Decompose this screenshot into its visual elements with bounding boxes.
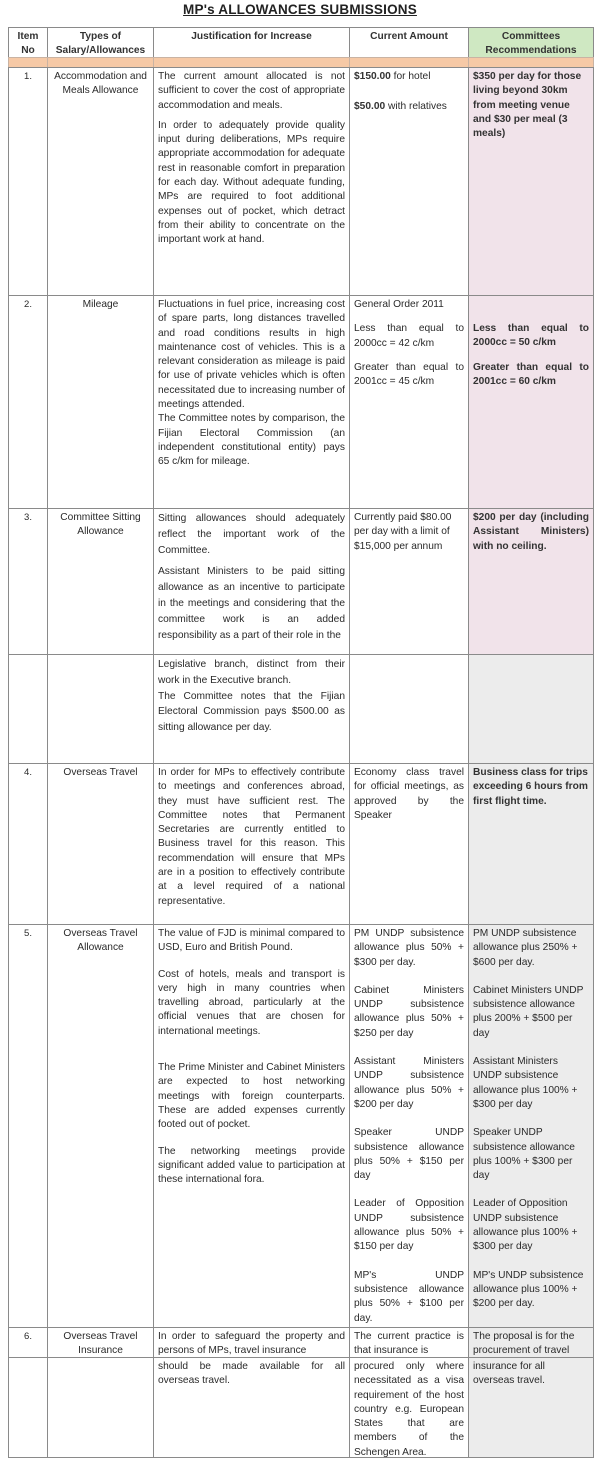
- recommendation-text: Speaker UNDP subsistence allowance plus 100% + $300 per day: [473, 1127, 575, 1182]
- amount-text: with relatives: [385, 101, 447, 113]
- recommendation: [468, 1357, 594, 1458]
- current-amount: [349, 763, 468, 924]
- justification-paragraph: Cost of hotels, meals and transport is very high in many countries when travelling abroad, particularly at the official venues that are chosen for international meetings.: [158, 968, 345, 1037]
- justification: [153, 654, 349, 763]
- current-amount: [349, 67, 468, 295]
- allowance-type: Accommodation and Meals Allowance: [47, 67, 153, 295]
- justification: [153, 1327, 349, 1357]
- current-amount-line: [354, 100, 464, 114]
- table-row: [8, 763, 594, 924]
- current-amount-line: Greater than equal to 2001cc = 45 c/km: [354, 361, 464, 388]
- recommendation-text: Less than equal to 2000cc = 50 c/km: [473, 323, 589, 349]
- current-amount-line: Less than equal to 2000cc = 42 c/km: [354, 323, 464, 349]
- table-row-continued: [8, 654, 594, 763]
- justification-paragraph: The networking meetings provide significant added value to participation at these international fora.: [158, 1145, 345, 1186]
- amount-value: $50.00: [354, 101, 386, 113]
- table-row: [8, 508, 594, 654]
- recommendation-text: Greater than equal to 2001cc = 60 c/km: [473, 361, 589, 387]
- band-cell: [468, 57, 594, 67]
- current-amount-line: Economy class travel for official meetings, as approved by the Speaker: [354, 767, 464, 821]
- justification-paragraph: In order to safeguard the property and persons of MPs, travel insurance: [158, 1331, 345, 1357]
- justification-paragraph: Sitting allowances should adequately reflect the important work of the Committee.: [158, 513, 345, 556]
- justification: [153, 67, 349, 295]
- justification-paragraph: should be made available for all overseas travel.: [158, 1361, 345, 1387]
- amount-text: for hotel: [390, 71, 431, 82]
- table-row: [8, 295, 594, 508]
- current-amount-line: Currently paid $80.00 per day with a limit of $15,000 per annum: [354, 512, 452, 552]
- recommendation-text: Cabinet Ministers UNDP subsistence allowance plus 200% + $500 per day: [473, 984, 584, 1039]
- band-cell: [47, 57, 153, 67]
- current-amount-line: procured only where necessitated as a visa requirement of the host country e.g. European States that are members of the Schengen Area.: [354, 1361, 464, 1458]
- table-row-continued: [8, 1357, 594, 1458]
- justification-paragraph: The Prime Minister and Cabinet Ministers are expected to host networking meetings with foreign counterparts. These are added expenses currently footed out of pocket.: [158, 1062, 345, 1131]
- header-item-no: Item No: [8, 27, 47, 57]
- current-amount-line: General Order 2011: [354, 299, 444, 310]
- justification-paragraph: Fluctuations in fuel price, increasing cost of spare parts, long distances travelled and road conditions results in high maintenance cost of vehicles. This is a relevant consideration as mileage is paid for use of private vehicles which is often necessitated due to increasing number of meetings attended.: [158, 299, 345, 411]
- recommendation: [468, 1327, 594, 1357]
- justification: [153, 295, 349, 508]
- empty-cell: [47, 654, 153, 763]
- band-cell: [153, 57, 349, 67]
- empty-cell: [47, 1357, 153, 1458]
- justification-paragraph: The Committee notes that the Fijian Electoral Commission pays $500.00 as sitting allowance per day.: [158, 690, 345, 734]
- item-number: 3.: [8, 508, 47, 654]
- current-amount: [349, 1327, 468, 1357]
- band-cell: [8, 57, 47, 67]
- item-number: 1.: [8, 67, 47, 295]
- recommendation-text: $200 per day (including Assistant Ministers) with no ceiling.: [473, 512, 589, 552]
- justification: [153, 763, 349, 924]
- recommendation-text: MP's UNDP subsistence allowance plus 100% + $200 per day.: [473, 1269, 584, 1310]
- justification-paragraph: The value of FJD is minimal compared to USD, Euro and British Pound.: [158, 928, 345, 954]
- justification-paragraph: The current amount allocated is not sufficient to cover the cost of appropriate accommodation and meals.: [158, 71, 345, 111]
- item-number: 5.: [8, 924, 47, 1327]
- empty-cell: [8, 1357, 47, 1458]
- table-row: [8, 1327, 594, 1357]
- allowance-type: Overseas Travel: [47, 763, 153, 924]
- empty-cell: [349, 654, 468, 763]
- recommendation-text: Leader of Opposition UNDP subsistence allowance plus 100% + $300 per day: [473, 1198, 578, 1253]
- recommendation-text: $350 per day for those living beyond 30km from meeting venue and $30 per meal (3 meals): [473, 71, 582, 140]
- recommendation-text: The proposal is for the procurement of travel: [473, 1331, 575, 1357]
- allowance-type: Overseas Travel Insurance: [47, 1327, 153, 1357]
- header-recommendations: Committees Recommendations: [468, 27, 594, 57]
- empty-cell: [468, 654, 594, 763]
- justification-paragraph: Assistant Ministers to be paid sitting allowance as an incentive to participate in the meetings and considering that the committee work is an added responsibility as a part of their role in the: [158, 566, 345, 641]
- justification: [153, 1357, 349, 1458]
- current-amount: [349, 508, 468, 654]
- current-amount-line: PM UNDP subsistence allowance plus 50% + $300 per day.: [354, 928, 464, 968]
- current-amount-line: Speaker UNDP subsistence allowance plus 50% + $150 per day: [354, 1127, 464, 1182]
- current-amount: [349, 924, 468, 1327]
- justification-paragraph: In order to adequately provide quality input during deliberations, MPs require appropriate accommodation for adequate rest in reasonable comfort in preparation for each day. Without adequate funding, MPs are required to foot additional expenses out of pocket, which detract from their ability to concentrate on the important work at hand.: [158, 119, 345, 246]
- allowance-type: Committee Sitting Allowance: [47, 508, 153, 654]
- current-amount-line: [354, 70, 464, 84]
- header-band: [8, 57, 594, 67]
- current-amount-line: Assistant Ministers UNDP subsistence allowance plus 50% + $200 per day: [354, 1056, 464, 1110]
- amount-value: $150.00: [354, 71, 391, 82]
- justification: [153, 508, 349, 654]
- justification-paragraph: In order for MPs to effectively contribute to meetings and conferences abroad, they must have sufficient rest. The Committee notes that Permanent Secretaries are currently entitled to Business travel for this reason. This recommendation will ensure that MPs are in a position to effectively contribute at a level required of a national representative.: [158, 767, 345, 907]
- current-amount-line: Leader of Opposition UNDP subsistence allowance plus 50% + $150 per day: [354, 1198, 464, 1253]
- allowance-type: Overseas Travel Allowance: [47, 924, 153, 1327]
- band-cell: [349, 57, 468, 67]
- page-title: MP's ALLOWANCES SUBMISSIONS: [183, 2, 417, 17]
- current-amount-line: The current practice is that insurance is: [354, 1331, 464, 1357]
- table-header-row: [8, 27, 594, 57]
- recommendation-text: insurance for all overseas travel.: [473, 1361, 545, 1387]
- recommendation: [468, 67, 594, 295]
- current-amount: [349, 295, 468, 508]
- recommendation-text: Business class for trips exceeding 6 hours from first flight time.: [473, 767, 588, 807]
- recommendation: [468, 295, 594, 508]
- justification: [153, 924, 349, 1327]
- item-number: 2.: [8, 295, 47, 508]
- recommendation: [468, 763, 594, 924]
- recommendation-text: PM UNDP subsistence allowance plus 250% + $600 per day.: [473, 928, 578, 968]
- header-types: Types of Salary/Allowances: [47, 27, 153, 57]
- recommendation-text: Assistant Ministers UNDP subsistence allowance plus 100% + $300 per day: [473, 1056, 578, 1110]
- item-number: 6.: [8, 1327, 47, 1357]
- header-current-amount: Current Amount: [349, 27, 468, 57]
- header-justification: Justification for Increase: [153, 27, 349, 57]
- recommendation: [468, 508, 594, 654]
- justification-paragraph: Legislative branch, distinct from their work in the Executive branch.: [158, 659, 345, 686]
- current-amount-line: Cabinet Ministers UNDP subsistence allowance plus 50% + $250 per day: [354, 984, 464, 1039]
- current-amount: [349, 1357, 468, 1458]
- item-number: 4.: [8, 763, 47, 924]
- table-row: [8, 67, 594, 295]
- current-amount-line: MP's UNDP subsistence allowance plus 50% + $100 per day.: [354, 1269, 464, 1324]
- justification-paragraph: The Committee notes by comparison, the Fijian Electoral Commission (an independent constitutional entity) pays 65 c/km for mileage.: [158, 413, 345, 468]
- allowance-type: Mileage: [47, 295, 153, 508]
- table-row: [8, 924, 594, 1327]
- recommendation: [468, 924, 594, 1327]
- empty-cell: [8, 654, 47, 763]
